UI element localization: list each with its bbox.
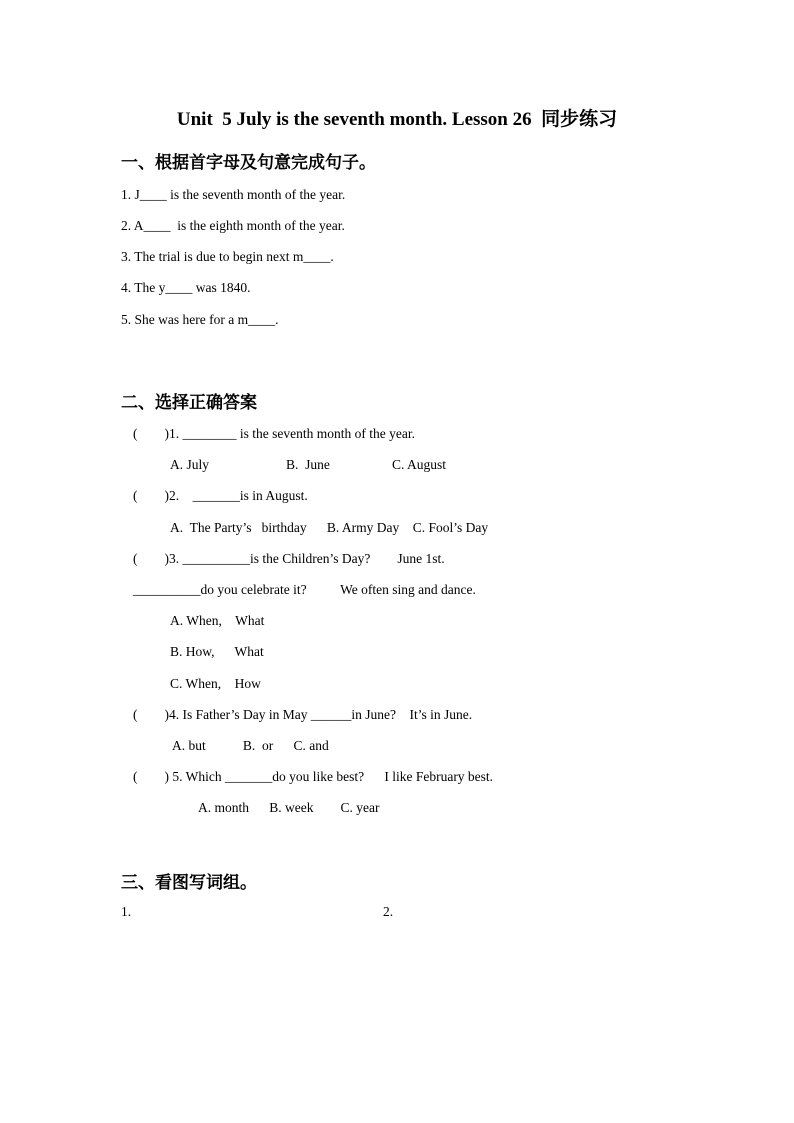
page-title: Unit 5 July is the seventh month. Lesson 26 同步练习 [176, 109, 618, 130]
question-1-option-a: A. July [170, 457, 210, 472]
question-4-options: A. but B. or C. and [172, 738, 329, 753]
question-5-options: A. month B. week C. year [198, 800, 380, 815]
question-1-option-b: B. June [286, 457, 330, 472]
section3-item-1: 1. [121, 904, 132, 919]
section1-item-1: 1. J____ is the seventh month of the year. [121, 187, 346, 202]
question-4-stem: ( )4. Is Father’s Day in May ______in June? It’s in June. [133, 707, 473, 722]
question-3-option-b: B. How, What [170, 644, 264, 659]
section1-item-2: 2. A____ is the eighth month of the year. [121, 218, 345, 233]
question-2-options: A. The Party’s birthday B. Army Day C. Fool’s Day [170, 520, 489, 535]
section2-heading: 二、选择正确答案 [121, 393, 257, 412]
question-5-stem: ( ) 5. Which _______do you like best? I like February best. [133, 769, 494, 784]
question-2-stem: ( )2. _______is in August. [133, 488, 308, 503]
question-3-stem: ( )3. __________is the Children’s Day? June 1st. [133, 551, 445, 566]
question-1-option-c: C. August [392, 457, 447, 472]
section1-heading: 一、根据首字母及句意完成句子。 [121, 153, 376, 172]
section1-item-5: 5. She was here for a m____. [121, 312, 279, 327]
question-3-option-c: C. When, How [170, 676, 261, 691]
question-3-option-a: A. When, What [170, 613, 265, 628]
section3-heading: 三、看图写词组。 [121, 873, 257, 892]
section1-item-4: 4. The y____ was 1840. [121, 280, 251, 295]
section1-item-3: 3. The trial is due to begin next m____. [121, 249, 334, 264]
question-3-stem-2: __________do you celebrate it? We often sing and dance. [133, 582, 476, 597]
section3-item-2: 2. [383, 904, 394, 919]
question-1-stem: ( )1. ________ is the seventh month of the year. [133, 426, 415, 441]
